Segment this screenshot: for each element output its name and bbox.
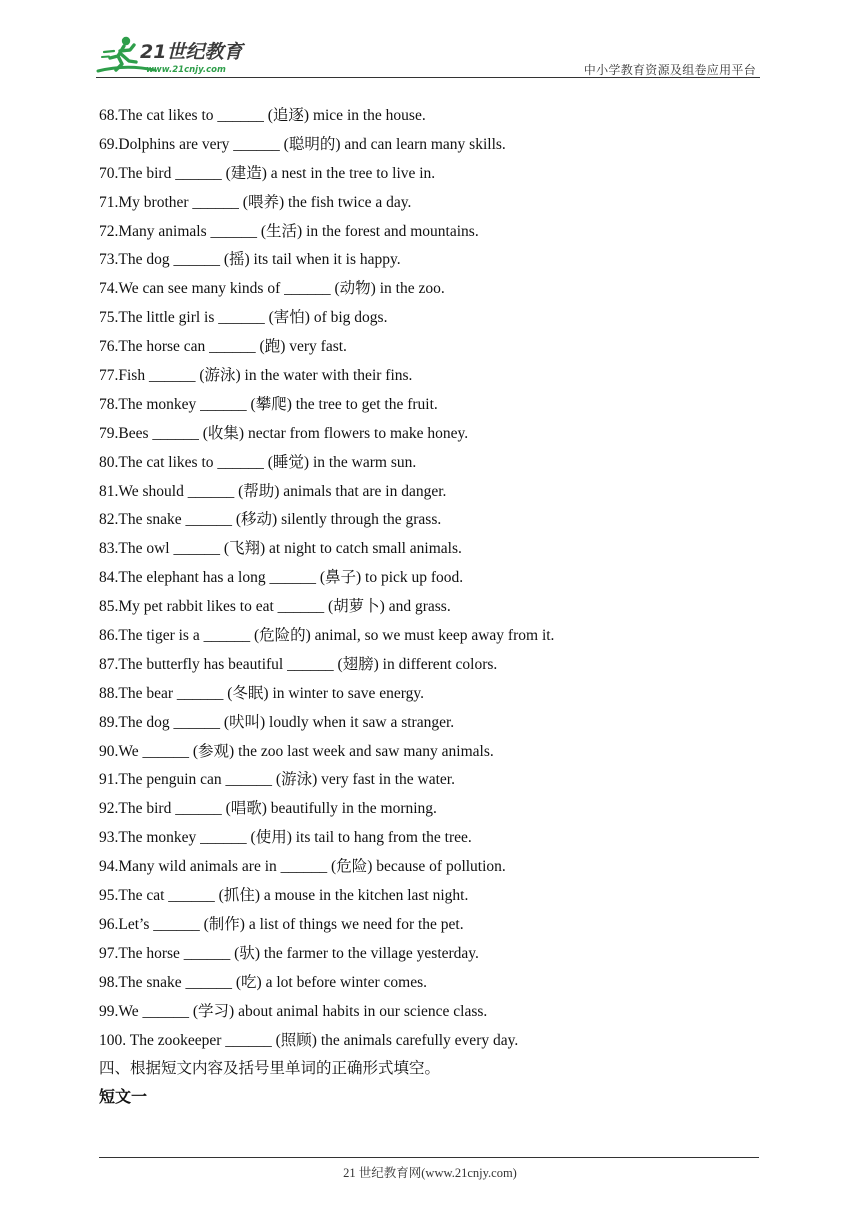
question-100 <box>99 1027 739 1056</box>
question-text: The horse ______ (驮) the farmer to the village yesterday. <box>118 944 479 962</box>
question-text: Many animals ______ (生活) in the forest and mountains. <box>118 222 479 240</box>
question-number: 90. <box>99 742 119 760</box>
question-number: 86. <box>99 627 119 645</box>
question-number: 93. <box>99 829 119 847</box>
question-number: 71. <box>99 193 119 211</box>
question-87 <box>99 651 739 680</box>
question-text: My pet rabbit likes to eat ______ (胡萝卜) and grass. <box>118 598 451 616</box>
question-text: The cat likes to ______ (追逐) mice in the house. <box>118 107 426 124</box>
question-70 <box>99 160 739 189</box>
question-number: 69. <box>99 135 119 153</box>
question-97 <box>99 940 739 969</box>
question-text: The monkey ______ (使用) its tail to hang from the tree. <box>118 829 472 847</box>
question-text: The elephant has a long ______ (鼻子) to pick up food. <box>118 569 464 587</box>
question-text: The owl ______ (飞翔) at night to catch small animals. <box>118 540 462 558</box>
question-text: The dog ______ (吠叫) loudly when it saw a stranger. <box>118 713 455 731</box>
question-88 <box>99 680 739 709</box>
question-text: The bird ______ (唱歌) beautifully in the morning. <box>118 800 437 818</box>
question-number: 94. <box>99 858 119 876</box>
question-text: The bear ______ (冬眠) in winter to save energy. <box>118 684 424 702</box>
platform-tagline: 中小学教育资源及组卷应用平台 <box>583 63 756 77</box>
question-71 <box>99 189 739 218</box>
question-75 <box>99 304 739 333</box>
question-number: 78. <box>99 395 119 413</box>
question-96 <box>99 911 739 940</box>
question-number: 92. <box>99 800 119 818</box>
question-77 <box>99 362 739 391</box>
question-92 <box>99 795 739 824</box>
question-text: The snake ______ (移动) silently through the grass. <box>118 511 442 529</box>
runner-logo-icon <box>96 34 266 76</box>
question-83 <box>99 535 739 564</box>
question-81 <box>99 478 739 507</box>
question-number: 77. <box>99 367 119 385</box>
question-text: The zookeeper ______ (照顾) the animals carefully every day. <box>129 1031 519 1049</box>
question-number: 72. <box>99 222 119 240</box>
question-number: 96. <box>99 915 119 933</box>
question-list <box>99 102 739 1055</box>
question-85 <box>99 593 739 622</box>
question-78 <box>99 391 739 420</box>
question-number: 70. <box>99 164 119 182</box>
question-80 <box>99 449 739 478</box>
question-82 <box>99 506 739 535</box>
question-text: We can see many kinds of ______ (动物) in the zoo. <box>118 280 445 298</box>
question-number: 84. <box>99 569 119 587</box>
passage-heading: 短文一 <box>99 1087 148 1106</box>
question-text: Bees ______ (收集) nectar from flowers to make honey. <box>118 424 469 442</box>
question-text: The cat likes to ______ (睡觉) in the warm sun. <box>118 453 417 471</box>
question-86 <box>99 622 739 651</box>
question-number: 74. <box>99 280 119 298</box>
question-number: 68. <box>99 107 119 124</box>
question-text: Dolphins are very ______ (聪明的) and can learn many skills. <box>118 135 506 153</box>
question-number: 100. <box>99 1031 130 1049</box>
question-number: 98. <box>99 973 119 991</box>
question-text: The penguin can ______ (游泳) very fast in the water. <box>118 771 455 789</box>
question-98 <box>99 969 739 998</box>
question-text: My brother ______ (喂养) the fish twice a day. <box>118 193 412 211</box>
question-74 <box>99 275 739 304</box>
question-number: 82. <box>99 511 119 529</box>
question-number: 73. <box>99 251 119 269</box>
question-number: 75. <box>99 309 119 327</box>
question-number: 87. <box>99 655 119 673</box>
question-text: We ______ (学习) about animal habits in our science class. <box>118 1002 488 1020</box>
question-text: The monkey ______ (攀爬) the tree to get the fruit. <box>118 395 438 413</box>
header-divider <box>96 77 760 78</box>
question-text: The bird ______ (建造) a nest in the tree to live in. <box>118 164 436 182</box>
question-94 <box>99 853 739 882</box>
question-number: 80. <box>99 453 119 471</box>
question-number: 76. <box>99 338 119 356</box>
question-text: The tiger is a ______ (危险的) animal, so we must keep away from it. <box>118 627 555 645</box>
question-number: 83. <box>99 540 119 558</box>
question-text: The horse can ______ (跑) very fast. <box>118 338 347 356</box>
question-72 <box>99 218 739 247</box>
question-95 <box>99 882 739 911</box>
page-footer: 21 世纪教育网(www.21cnjy.com) <box>343 1166 517 1180</box>
question-number: 85. <box>99 598 119 616</box>
question-73 <box>99 246 739 275</box>
question-76 <box>99 333 739 362</box>
question-text: Fish ______ (游泳) in the water with their fins. <box>118 367 413 385</box>
question-text: Many wild animals are in ______ (危险) because of pollution. <box>118 858 506 876</box>
question-text: Let’s ______ (制作) a list of things we need for the pet. <box>118 915 464 933</box>
question-text: We should ______ (帮助) animals that are in danger. <box>118 482 447 500</box>
logo-url-text: www.21cnjy.com <box>146 65 226 75</box>
question-number: 89. <box>99 713 119 731</box>
question-number: 99. <box>99 1002 119 1020</box>
question-69 <box>99 131 739 160</box>
question-68 <box>99 102 739 131</box>
section-heading: 四、根据短文内容及括号里单词的正确形式填空。 <box>99 1059 441 1077</box>
question-text: The dog ______ (摇) its tail when it is happy. <box>118 251 401 269</box>
question-number: 88. <box>99 684 119 702</box>
question-89 <box>99 709 739 738</box>
site-logo[interactable] <box>96 34 266 76</box>
question-text: The cat ______ (抓住) a mouse in the kitchen last night. <box>118 887 469 905</box>
question-number: 97. <box>99 944 119 962</box>
question-text: The snake ______ (吃) a lot before winter comes. <box>118 973 427 991</box>
page-header <box>96 34 760 78</box>
question-93 <box>99 824 739 853</box>
question-79 <box>99 420 739 449</box>
question-number: 79. <box>99 424 119 442</box>
question-number: 91. <box>99 771 119 789</box>
question-90 <box>99 738 739 767</box>
question-text: The butterfly has beautiful ______ (翅膀) in different colors. <box>118 655 498 673</box>
footer-divider <box>99 1157 759 1158</box>
question-99 <box>99 998 739 1027</box>
question-text: We ______ (参观) the zoo last week and saw many animals. <box>118 742 494 760</box>
question-number: 95. <box>99 887 119 905</box>
question-91 <box>99 766 739 795</box>
logo-main-text: 21世纪教育 <box>140 41 243 63</box>
question-84 <box>99 564 739 593</box>
question-number: 81. <box>99 482 119 500</box>
question-text: The little girl is ______ (害怕) of big dogs. <box>118 309 388 327</box>
